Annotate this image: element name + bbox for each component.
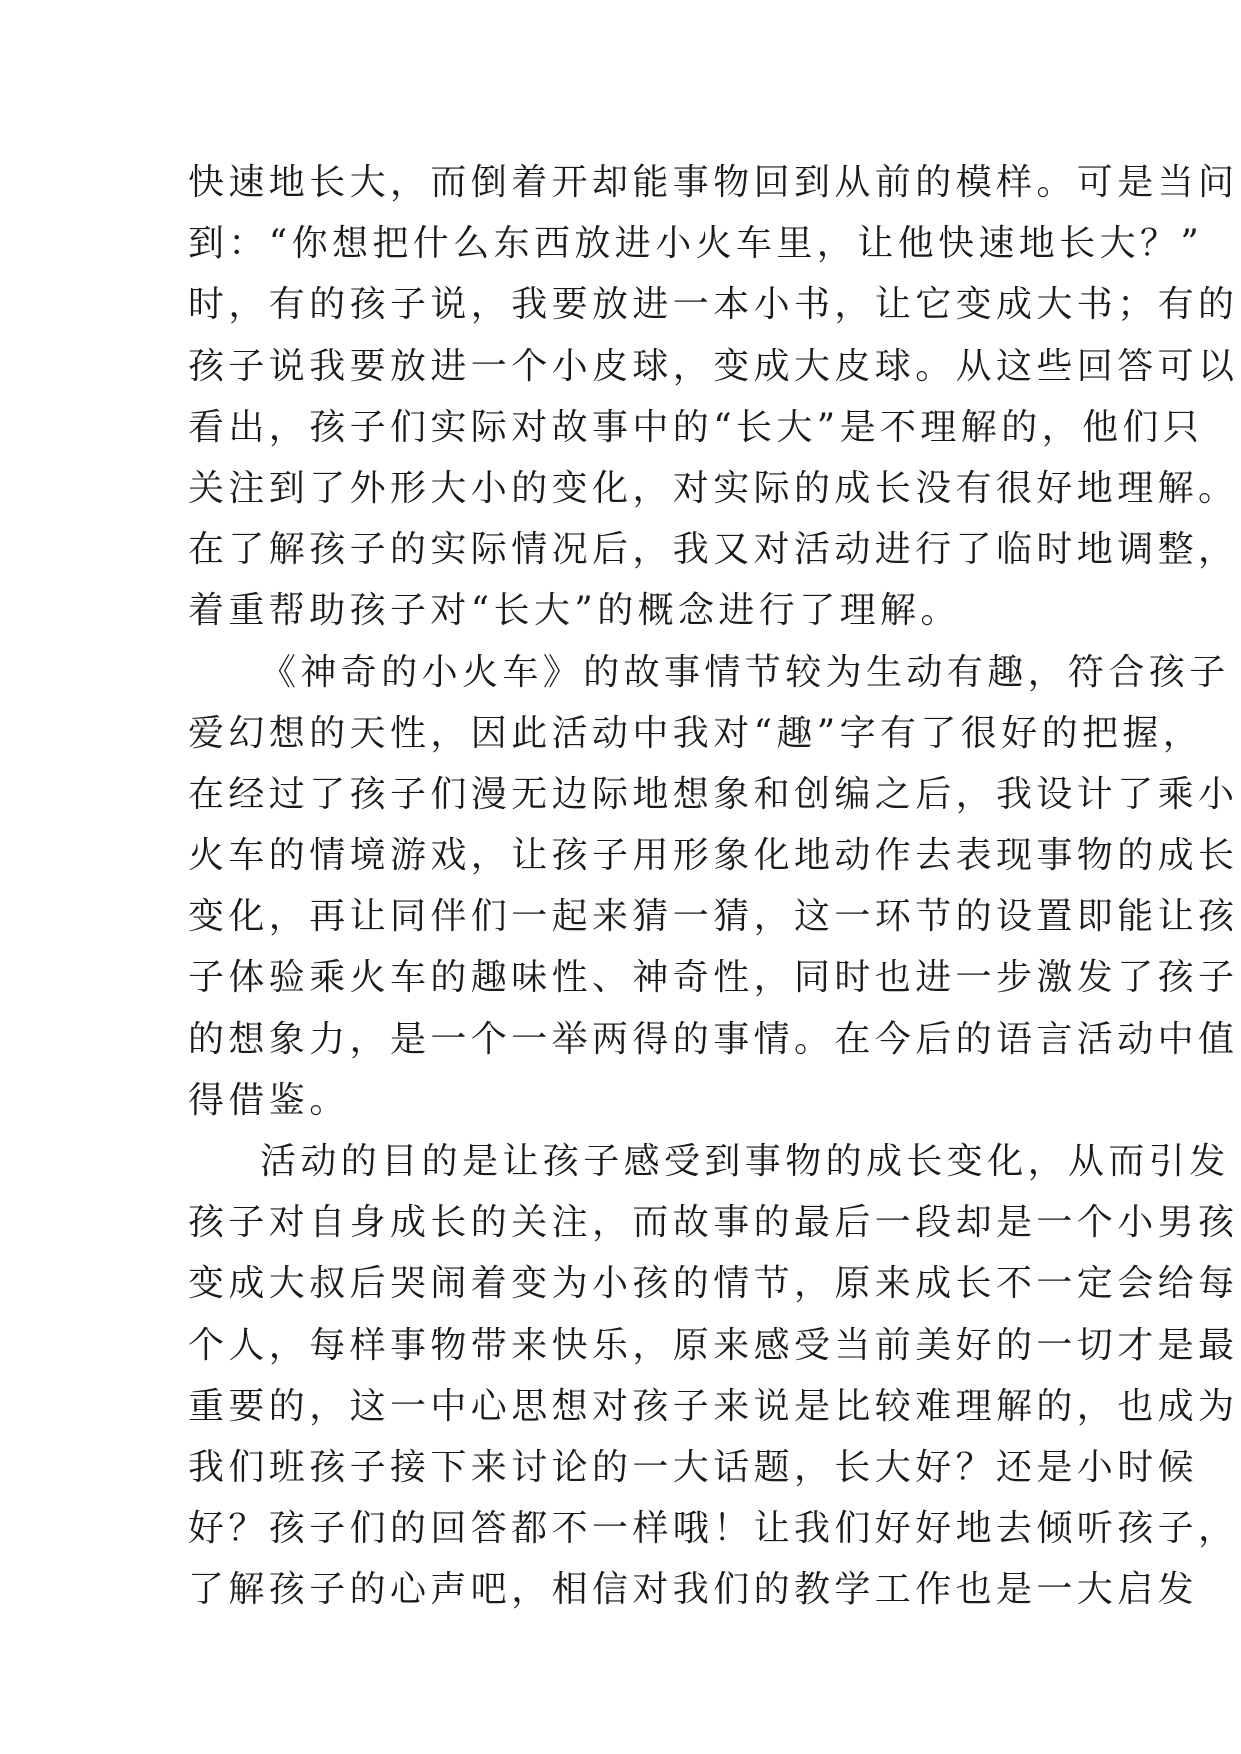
- text-line: 孩子对自身成长的关注，而故事的最后一段却是一个小男孩: [188, 1202, 1239, 1244]
- paragraph-start-line: 活动的目的是让孩子感受到事物的成长变化，从而引发: [260, 1141, 1230, 1182]
- text-line: 变化，再让同伴们一起来猜一猜，这一环节的设置即能让孩: [188, 896, 1239, 938]
- text-line: 的想象力，是一个一举两得的事情。在今后的语言活动中值: [188, 1018, 1239, 1060]
- text-line: 在了解孩子的实际情况后，我又对活动进行了临时地调整，: [188, 529, 1239, 571]
- text-line: 好？孩子们的回答都不一样哦！让我们好好地去倾听孩子，: [188, 1508, 1239, 1550]
- text-line: 时，有的孩子说，我要放进一本小书，让它变成大书；有的: [188, 284, 1239, 326]
- text-line: 子体验乘火车的趣味性、神奇性，同时也进一步激发了孩子: [188, 957, 1239, 999]
- text-line: 孩子说我要放进一个小皮球，变成大皮球。从这些回答可以: [188, 345, 1239, 387]
- text-line: 看出，孩子们实际对故事中的“长大”是不理解的，他们只: [188, 406, 1204, 448]
- text-line: 得借鉴。: [188, 1079, 350, 1121]
- body-text: [188, 152, 1239, 1621]
- text-line: 关注到了外形大小的变化，对实际的成长没有很好地理解。: [188, 467, 1239, 509]
- text-line: 变成大叔后哭闹着变为小孩的情节，原来成长不一定会给每: [188, 1263, 1239, 1305]
- text-line: 在经过了孩子们漫无边际地想象和创编之后，我设计了乘小: [188, 773, 1239, 815]
- text-line: 重要的，这一中心思想对孩子来说是比较难理解的，也成为: [188, 1385, 1239, 1427]
- text-line: 了解孩子的心声吧，相信对我们的教学工作也是一大启发: [188, 1569, 1199, 1611]
- text-line: 着重帮助孩子对“长大”的概念进行了理解。: [188, 590, 961, 632]
- text-line: 个人，每样事物带来快乐，原来感受当前美好的一切才是最: [188, 1324, 1239, 1366]
- text-line: 快速地长大，而倒着开却能事物回到从前的模样。可是当问: [188, 162, 1239, 203]
- text-line: 爱幻想的天性，因此活动中我对“趣”字有了很好的把握，: [188, 712, 1204, 754]
- text-line: 我们班孩子接下来讨论的一大话题，长大好？还是小时候: [188, 1446, 1199, 1488]
- paragraph-start-line: 《神奇的小火车》的故事情节较为生动有趣，符合孩子: [260, 651, 1230, 693]
- text-line: 火车的情境游戏，让孩子用形象化地动作去表现事物的成长: [188, 835, 1239, 877]
- text-line: 到：“你想把什么东西放进小火车里，让他快速地长大？”: [188, 223, 1204, 265]
